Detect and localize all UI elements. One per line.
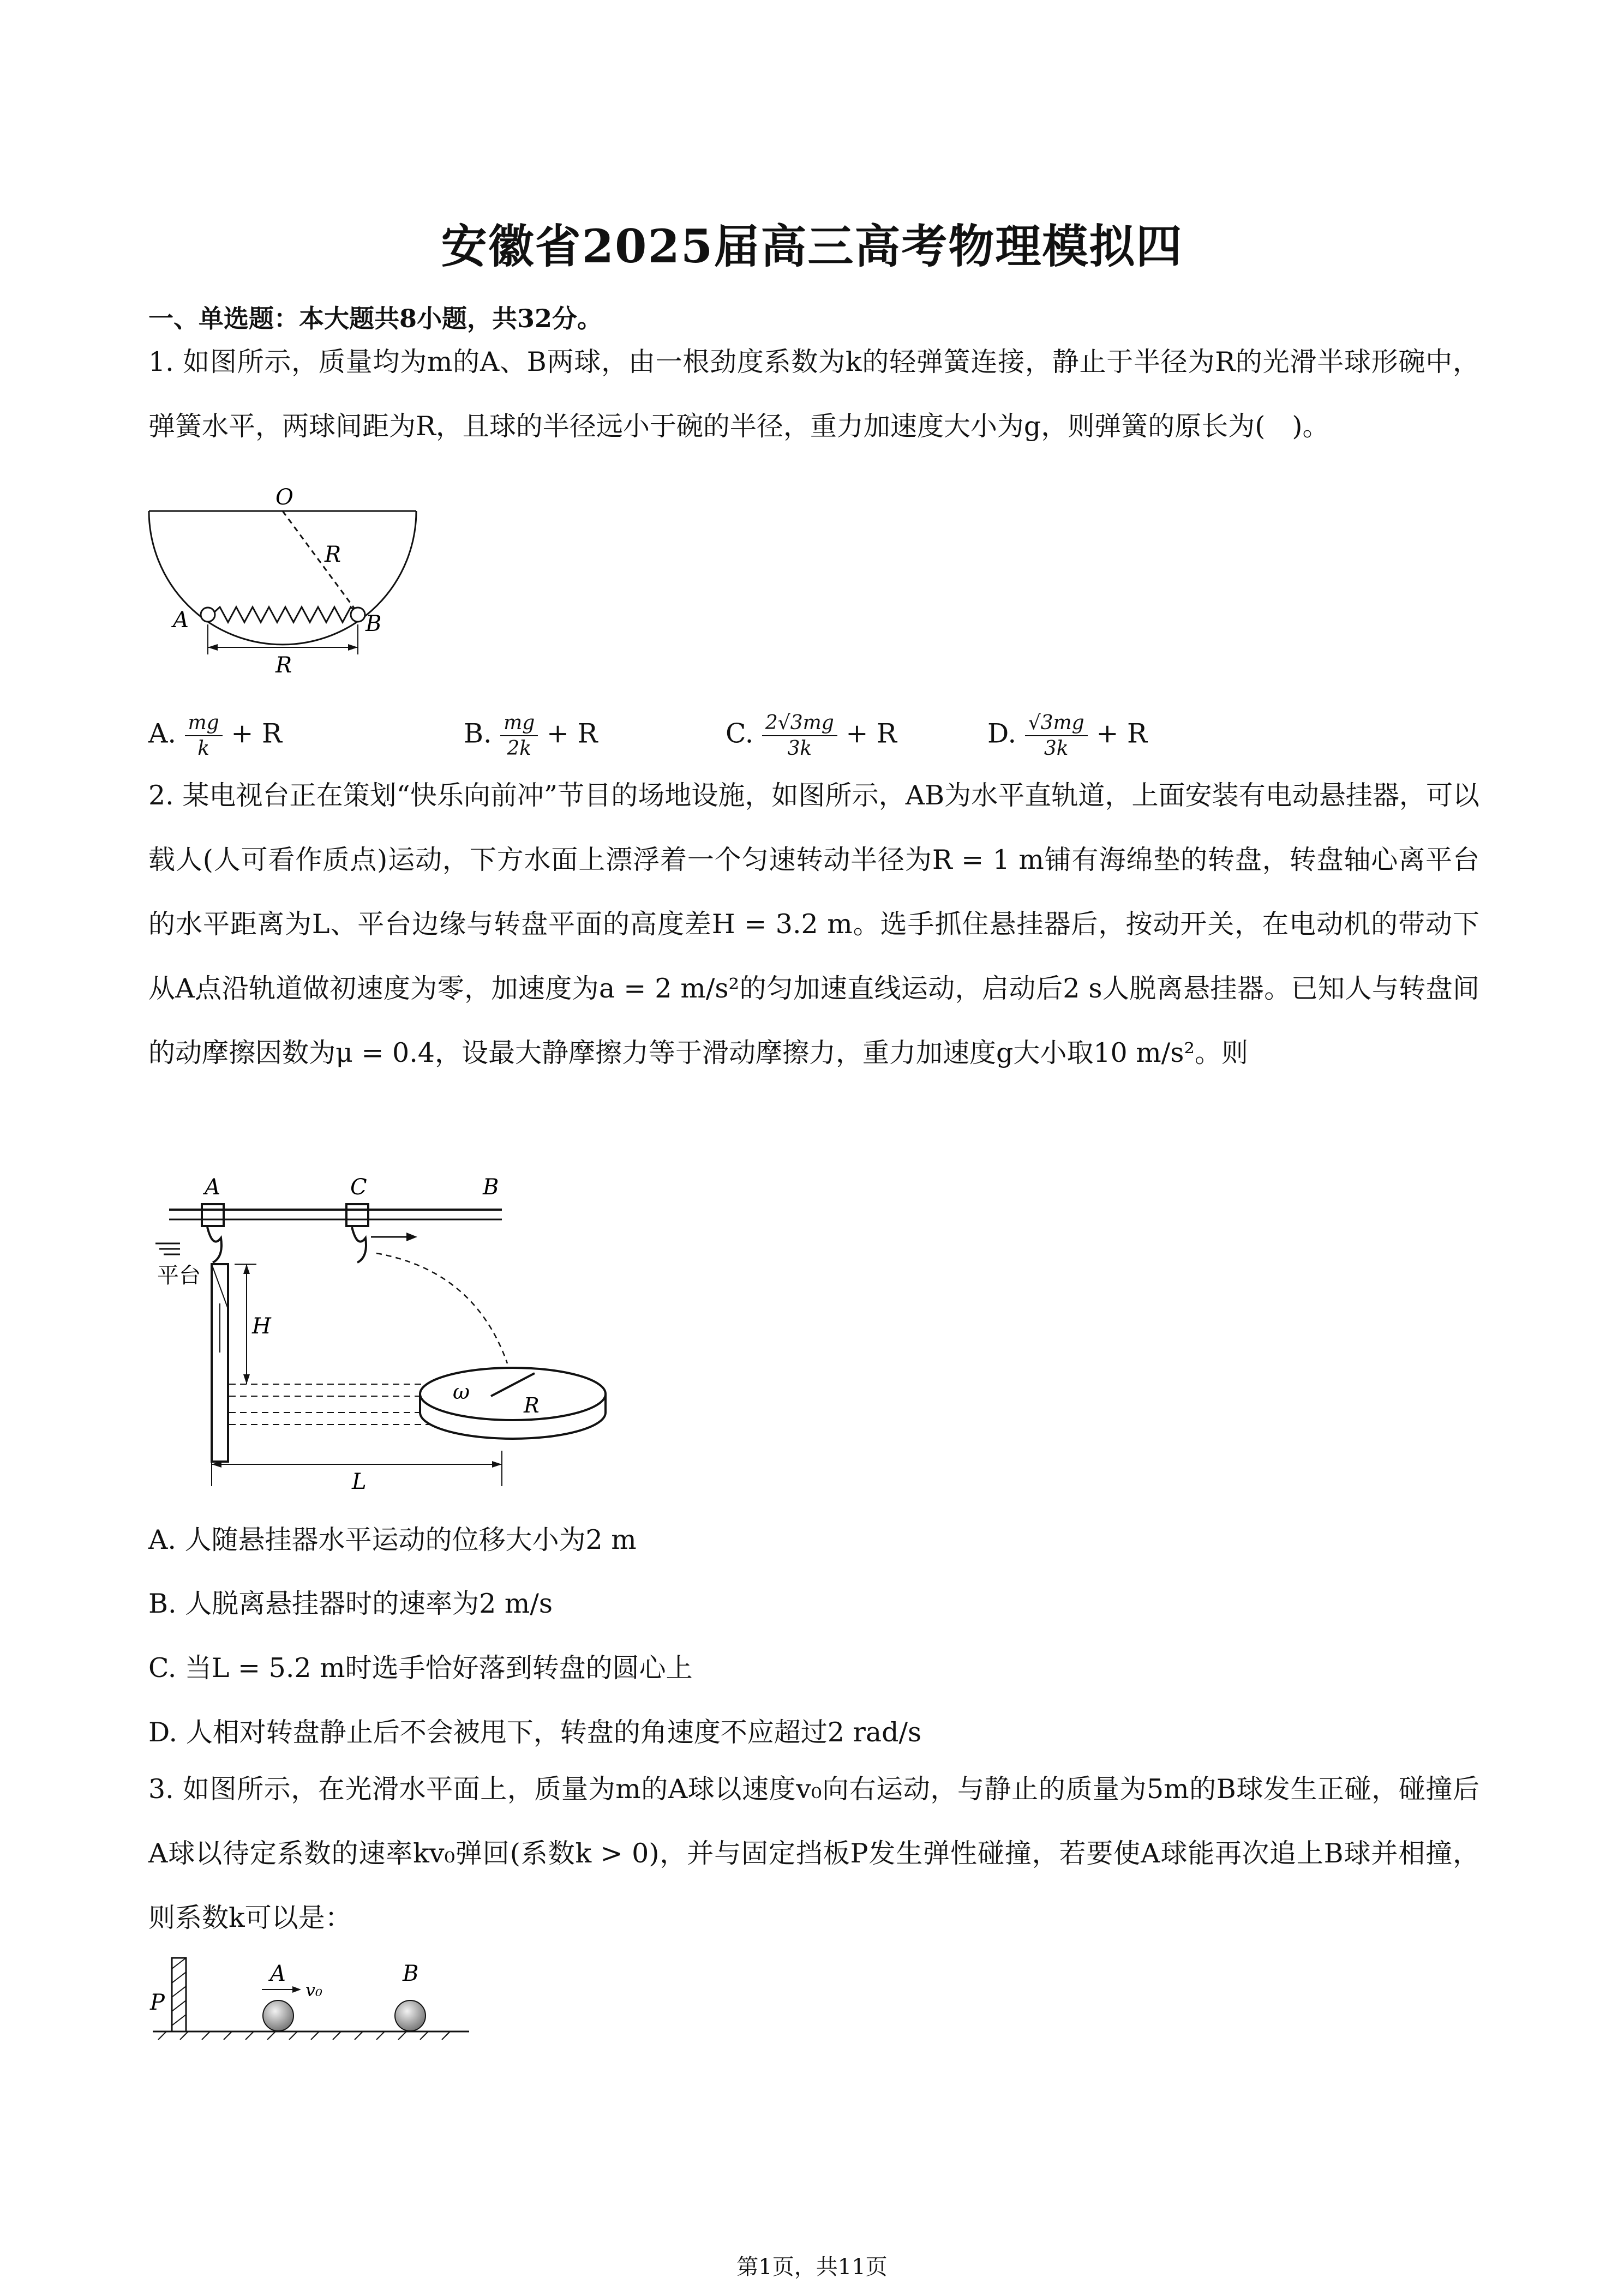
fig1-label-r-base: R xyxy=(275,653,292,678)
fig3-label-v0: v₀ xyxy=(305,1980,322,2000)
fig3-label-b: B xyxy=(403,1961,419,1986)
question-2-figure xyxy=(147,1167,616,1494)
fig2-label-b: B xyxy=(483,1175,499,1200)
fig2-label-platform: 平台 xyxy=(157,1263,201,1288)
fig3-label-p: P xyxy=(150,1990,165,2015)
fig2-label-a: A xyxy=(205,1175,220,1200)
question-1-option-d[interactable]: D. $\frac{√3mg}{3k}$ + R xyxy=(987,712,1147,760)
question-2-option-b[interactable]: B. 人脱离悬挂器时的速率为2 m/s xyxy=(148,1588,553,1619)
page-footer: 第1页，共11页 xyxy=(736,2255,888,2280)
fig2-label-omega: ω xyxy=(453,1380,470,1404)
question-2-option-a[interactable]: A. 人随悬挂器水平运动的位移大小为2 m xyxy=(148,1524,637,1555)
fig1-label-a: A xyxy=(173,608,189,633)
question-1-option-b[interactable]: B. $\frac{mg}{2k}$ + R xyxy=(464,712,598,760)
question-1-figure xyxy=(145,488,428,682)
fig2-label-l: L xyxy=(352,1469,367,1494)
section-heading: 一、单选题：本大题共8小题，共32分。 xyxy=(148,304,603,333)
fig2-label-r: R xyxy=(524,1393,540,1417)
question-1-stem: 1. 如图所示，质量均为m的A、B两球，由一根劲度系数为k的轻弹簧连接，静止于半径为R的光滑半球形碗中，弹簧水平，两球间距为R，且球的半径远小于碗的半径，重力加速度大小为g，则弹簧的原长为( )。 xyxy=(148,346,1479,442)
question-1-option-c[interactable]: C. $\frac{2√3mg}{3k}$ + R xyxy=(726,712,897,760)
question-2-option-c[interactable]: C. 当L = 5.2 m时选手恰好落到转盘的圆心上 xyxy=(148,1652,693,1684)
question-3-stem: 3. 如图所示，在光滑水平面上，质量为m的A球以速度v₀向右运动，与静止的质量为5m的B球发生正碰，碰撞后A球以待定系数的速率kv₀弹回(系数k > 0)，并与固定挡板P发生弹性碰撞，若要使A球能再次追上B球并相撞，则系数k可以是： xyxy=(148,1774,1479,1933)
fig1-label-b: B xyxy=(365,611,382,636)
page-title: 安徽省2025届高三高考物理模拟四 xyxy=(441,219,1183,273)
question-2-stem: 2. 某电视台正在策划“快乐向前冲”节目的场地设施，如图所示，AB为水平直轨道，上面安装有电动悬挂器，可以载人(人可看作质点)运动，下方水面上漂浮着一个匀速转动半径为R = 1 m铺有海绵垫的转盘，转盘轴心离平台的水平距离为L、平台边缘与转盘平面的高度差H = 3.2 m。选手抓住悬挂器后，按动开关，在电动机的带动下从A点沿轨道做初速度为零，加速度为a = 2 m/s²的匀加速直线运动，启动后2 s人脱离悬挂器。已知人与转盘间的动摩擦因数为μ = 0.4，设最大静摩擦力等于滑动摩擦力，重力加速度g大小取10 m/s²。则 xyxy=(148,780,1479,1068)
question-2-option-d[interactable]: D. 人相对转盘静止后不会被甩下，转盘的角速度不应超过2 rad/s xyxy=(148,1717,922,1748)
fig1-label-o: O xyxy=(275,488,293,510)
fig2-label-h: H xyxy=(252,1314,271,1339)
fig2-label-c: C xyxy=(350,1175,367,1200)
fig1-label-r-radius: R xyxy=(325,542,341,567)
question-3-figure xyxy=(147,1947,475,2045)
fig3-label-a: A xyxy=(270,1961,286,1986)
question-1-option-a[interactable]: A. $\frac{mg}{k}$ + R xyxy=(148,712,282,760)
